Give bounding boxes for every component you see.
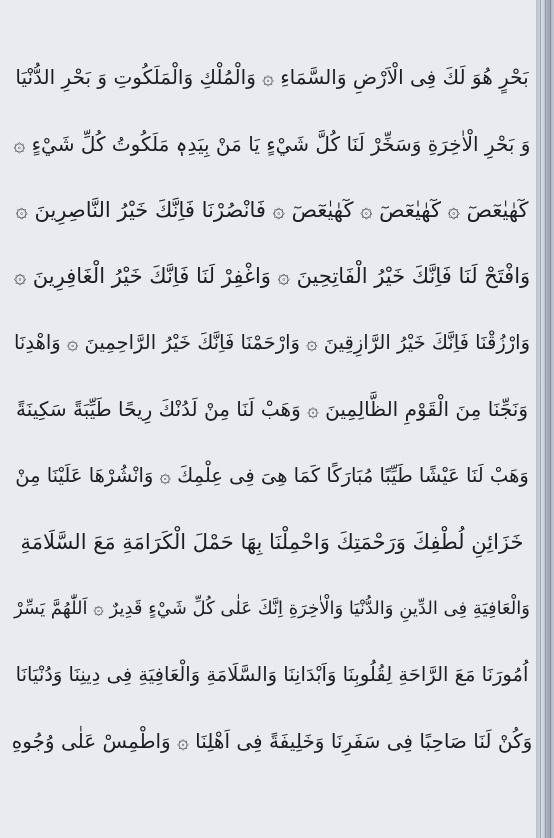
text-line-11: وَكُنْ لَنَا صَاحِبًا فِى سَفَرِنَا وَخَلِيفَةً فِى اَهْلِنَا ۞ وَاطْمِسْ عَلٰى وُجُوهِ bbox=[12, 729, 532, 754]
text-line-7: وَهَبْ لَنَا عَيْشًا طَيِّبًا مُبَارَكًا كَمَا هِىَ فِى عِلْمِكَ ۞ وَانْشُرْهَا عَلَيْنَا مِنْ bbox=[15, 464, 529, 488]
text-line-9: وَالْعَافِيَةِ فِى الدِّينِ وَالدُّنْيَا وَالْاٰخِرَةِ اِنَّكَ عَلٰى كُلِّ شَيْءٍ قَدِيرٌ ۞ اَللّٰهُمَّ يَسِّرْ bbox=[14, 597, 530, 619]
text-line-2: وَ بَحْرِ الْاٰخِرَةِ وَسَخِّرْ لَنَا كُلَّ شَيْءٍ يَا مَنْ بِيَدِهٖ مَلَكُوتُ كُلِّ شَيْءٍ ۞ bbox=[13, 131, 531, 156]
text-line-5: وَارْزُقْنَا فَاِنَّكَ خَيْرُ الرَّازِقِينَ ۞ وَارْحَمْنَا فَاِنَّكَ خَيْرُ الرَّاحِمِينَ ۞ وَاهْدِنَا bbox=[13, 331, 531, 355]
text-line-10: اُمُورَنَا مَعَ الرَّاحَةِ لِقُلُوبِنَا وَاَبْدَانِنَا وَالسَّلَامَةِ وَالْعَافِيَةِ فِى دِينِنَا وَدُنْيَانَا bbox=[15, 663, 529, 687]
text-line-6: وَنَجِّنَا مِنَ الْقَوْمِ الظَّالِمِينَ ۞ وَهَبْ لَنَا مِنْ لَدُنْكَ رِيحًا طَيِّبَةً سَكِينَةً bbox=[16, 397, 528, 422]
page-edge bbox=[536, 0, 554, 838]
page-edge-line bbox=[550, 0, 551, 838]
text-line-1: بَحْرٍ هُوَ لَكَ فِى الْاَرْضِ وَالسَّمَاءِ ۞ وَالْمُلْكِ وَالْمَلَكُوتِ وَ بَحْرِ الدُّنْيَا bbox=[15, 65, 529, 90]
text-line-8: خَزَائِنِ لُطْفِكَ وَرَحْمَتِكَ وَاحْمِلْنَا بِهَا حَمْلَ الْكَرَامَةِ مَعَ السَّلَامَةِ bbox=[20, 529, 524, 554]
text-line-3: كٓهٰيٰعٓصٓ ۞ كٓهٰيٰعٓصٓ ۞ كٓهٰيٰعٓصٓ ۞ فَانْصُرْنَا فَاِنَّكَ خَيْرُ النَّاصِرِينَ ۞ bbox=[15, 197, 529, 222]
page-edge-line bbox=[540, 0, 541, 838]
text-block bbox=[12, 44, 532, 774]
page-edge-line bbox=[545, 0, 546, 838]
text-line-4: وَافْتَحْ لَنَا فَاِنَّكَ خَيْرُ الْفَاتِحِينَ ۞ وَاغْفِرْ لَنَا فَاِنَّكَ خَيْرُ الْغَافِرِينَ ۞ bbox=[13, 264, 531, 289]
